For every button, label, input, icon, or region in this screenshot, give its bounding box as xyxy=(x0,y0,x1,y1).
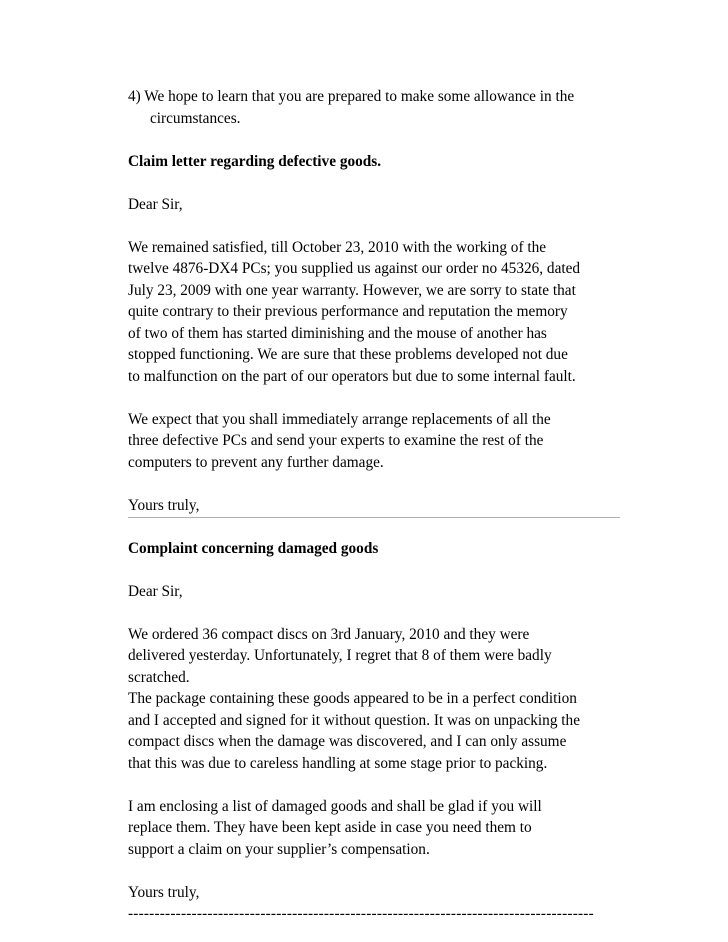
paragraph-line: scratched. xyxy=(128,668,190,686)
paragraph-line: July 23, 2009 with one year warranty. However, we are sorry to state that xyxy=(128,281,576,299)
letter1-closing: Yours truly, xyxy=(128,496,200,514)
paragraph-line: that this was due to careless handling at some stage prior to packing. xyxy=(128,754,548,772)
paragraph-line: quite contrary to their previous performance and reputation the memory xyxy=(128,303,568,320)
paragraph-line: We ordered 36 compact discs on 3rd January, 2010 and they were xyxy=(128,625,530,643)
paragraph-line: delivered yesterday. Unfortunately, I regret that 8 of them were badly xyxy=(128,647,552,664)
paragraph-line: stopped functioning. We are sure that these problems developed not due xyxy=(128,346,568,363)
paragraph-line: support a claim on your supplier’s compensation. xyxy=(128,840,430,858)
letter2-paragraph-1 xyxy=(128,624,628,775)
section-divider xyxy=(128,517,620,518)
paragraph-line: replace them. They have been kept aside in case you need them to xyxy=(128,819,532,836)
paragraph-line: of two of them has started diminishing and the mouse of another has xyxy=(128,324,547,342)
letter2-salutation: Dear Sir, xyxy=(128,582,183,600)
paragraph-line: to malfunction on the part of our operators but due to some internal fault. xyxy=(128,367,576,385)
paragraph-line: The package containing these goods appeared to be in a perfect condition xyxy=(128,690,577,707)
letter2-closing: Yours truly, xyxy=(128,883,200,901)
letter1-closing-row xyxy=(128,495,628,517)
paragraph-line: We remained satisfied, till October 23, 2010 with the working of the xyxy=(128,238,547,256)
letter2-paragraph-2 xyxy=(128,796,628,861)
dashed-divider: ---------------------------------------------------------------------------------------- xyxy=(128,905,594,922)
paragraph-line: We expect that you shall immediately arrange replacements of all the xyxy=(128,410,551,428)
letter1-paragraph-1 xyxy=(128,237,628,388)
paragraph-line: compact discs when the damage was discovered, and I can only assume xyxy=(128,733,567,750)
paragraph-line: and I accepted and signed for it without question. It was on unpacking the xyxy=(128,711,580,729)
paragraph-line: I am enclosing a list of damaged goods and shall be glad if you will xyxy=(128,797,542,815)
document-page xyxy=(128,86,628,925)
letter1-paragraph-2 xyxy=(128,409,628,474)
paragraph-line: three defective PCs and send your experts to examine the rest of the xyxy=(128,432,544,449)
paragraph-line: computers to prevent any further damage. xyxy=(128,453,384,471)
letter1-heading: Claim letter regarding defective goods. xyxy=(128,152,382,170)
paragraph-line: twelve 4876-DX4 PCs; you supplied us against our order no 45326, dated xyxy=(128,260,581,277)
letter2-heading: Complaint concerning damaged goods xyxy=(128,539,379,557)
letter1-salutation: Dear Sir, xyxy=(128,195,183,213)
list-item-4-line-2: circumstances. xyxy=(150,109,241,127)
list-item-4-line-1: 4) We hope to learn that you are prepared to make some allowance in the xyxy=(128,88,575,105)
